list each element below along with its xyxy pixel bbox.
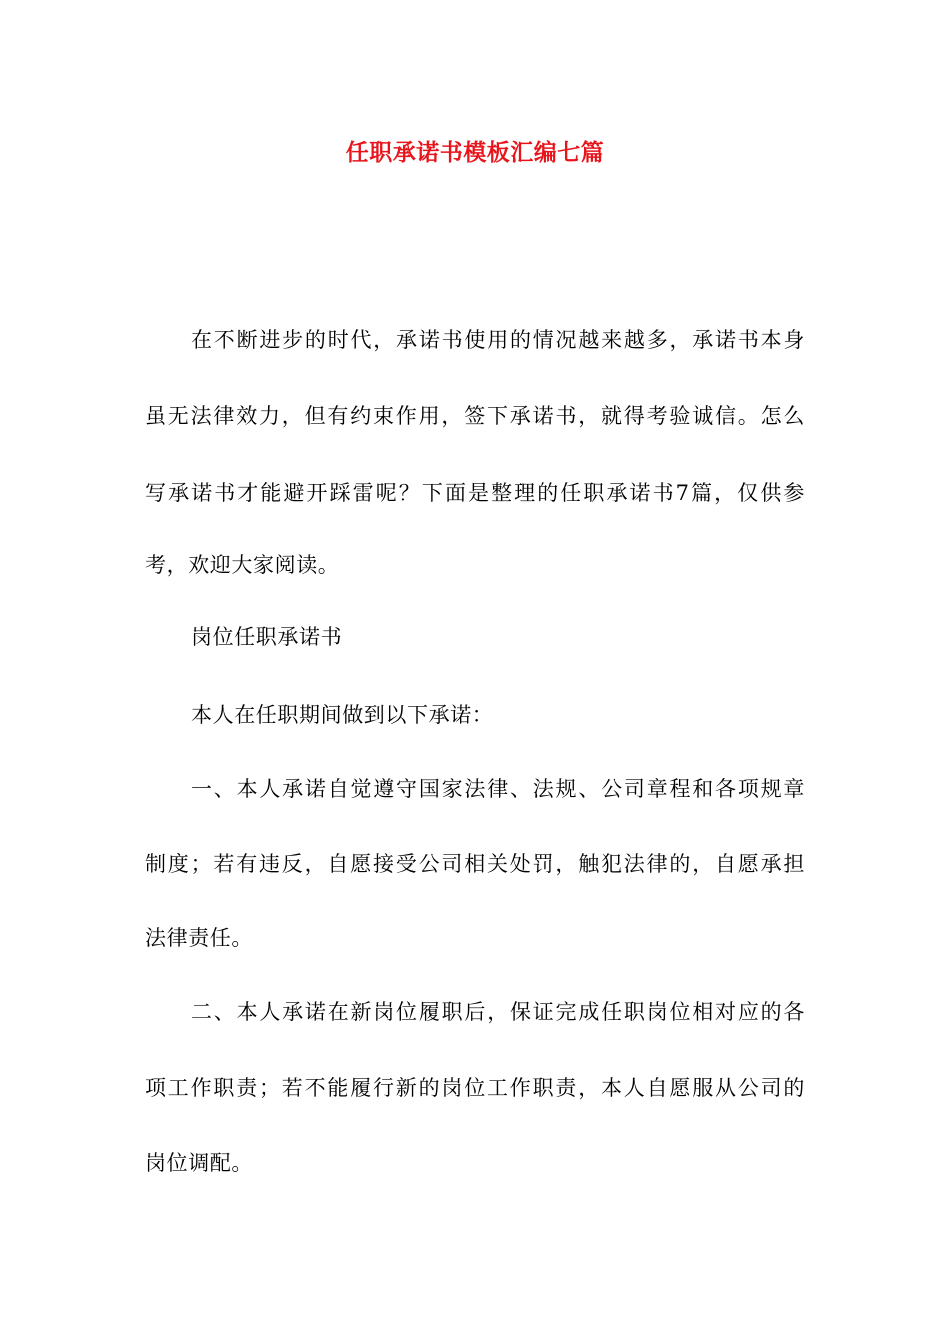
paragraph-line: 写承诺书才能避开踩雷呢？下面是整理的任职承诺书7篇，仅供参	[145, 481, 805, 505]
paragraph-line: 在不断进步的时代，承诺书使用的情况越来越多，承诺书本身	[191, 328, 805, 352]
paragraph-line: 一、本人承诺自觉遵守国家法律、法规、公司章程和各项规章	[191, 777, 805, 801]
paragraph-line: 本人在任职期间做到以下承诺：	[191, 703, 494, 727]
document-title: 任职承诺书模板汇编七篇	[345, 139, 605, 166]
paragraph-line: 岗位调配。	[145, 1151, 253, 1175]
paragraph-line: 法律责任。	[145, 926, 253, 950]
paragraph-line: 考，欢迎大家阅读。	[145, 553, 340, 577]
paragraph-line: 虽无法律效力，但有约束作用，签下承诺书，就得考验诚信。怎么	[145, 404, 805, 428]
section-heading: 岗位任职承诺书	[191, 625, 343, 649]
paragraph-line: 制度；若有违反，自愿接受公司相关处罚，触犯法律的，自愿承担	[145, 852, 805, 876]
paragraph-line: 二、本人承诺在新岗位履职后，保证完成任职岗位相对应的各	[191, 1000, 805, 1024]
paragraph-line: 项工作职责；若不能履行新的岗位工作职责，本人自愿服从公司的	[145, 1076, 805, 1100]
